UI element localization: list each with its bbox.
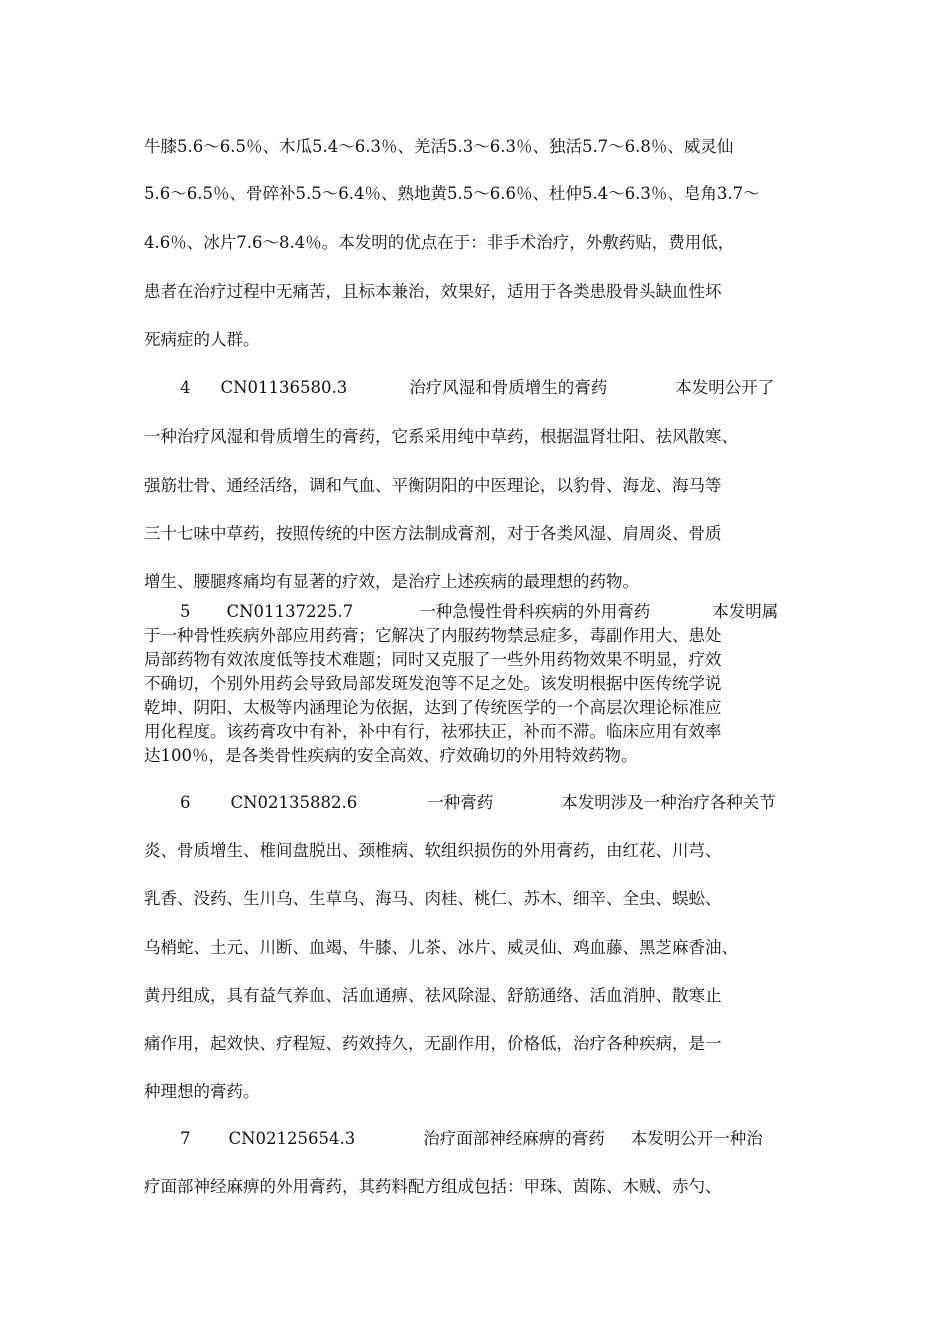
entry-4-line-3: 三十七味中草药，按照传统的中医方法制成膏剂，对于各类风湿、肩周炎、骨质 [144, 524, 722, 543]
entry-5-lead: 本发明属 [712, 602, 779, 621]
entry-7-patent: CN02125654.3 [228, 1129, 356, 1148]
entry-5-title: 一种急慢性骨科疾病的外用膏药 [419, 602, 651, 621]
entry-4-title: 治疗风湿和骨质增生的膏药 [409, 378, 608, 397]
entry-6-line-4: 黄丹组成，具有益气养血、活血通痹、祛风除湿、舒筋通络、活血消肿、散寒止 [144, 986, 722, 1005]
entry-4-line-4: 增生、腰腿疼痛均有显著的疗效，是治疗上述疾病的最理想的药物。 [144, 572, 639, 591]
intro-line-5: 死病症的人群。 [144, 330, 260, 349]
entry-5-line-4: 乾坤、阴阳、太极等内涵理论为依据，达到了传统医学的一个高层次理论标准应 [144, 698, 722, 717]
entry-4-patent: CN01136580.3 [220, 378, 348, 397]
entry-7-number: 7 [180, 1129, 191, 1148]
entry-7-line-1: 疗面部神经麻痹的外用膏药，其药料配方组成包括：甲珠、茵陈、木贼、赤勺、 [144, 1177, 722, 1196]
entry-5-patent: CN01137225.7 [226, 602, 354, 621]
entry-6-line-1: 炎、骨质增生、椎间盘脱出、颈椎病、软组织损伤的外用膏药，由红花、川芎、 [144, 841, 722, 860]
intro-line-2: 5.6～6.5％、骨碎补5.5～6.4％、熟地黄5.5～6.6％、杜仲5.4～6.3％、皂角3.7～ [144, 184, 760, 203]
entry-6-line-3: 乌梢蛇、土元、川断、血竭、牛膝、儿茶、冰片、威灵仙、鸡血藤、黑芝麻香油、 [144, 938, 738, 957]
entry-6-title: 一种膏药 [427, 793, 494, 812]
entry-7-title: 治疗面部神经麻痹的膏药 [423, 1129, 605, 1148]
entry-5-line-6: 达100％，是各类骨性疾病的安全高效、疗效确切的外用特效药物。 [144, 746, 638, 765]
entry-4-header [144, 377, 950, 399]
entry-4-lead: 本发明公开了 [675, 378, 775, 397]
entry-7-header [144, 1128, 950, 1150]
entry-6-line-6: 种理想的膏药。 [144, 1082, 260, 1101]
entry-5-line-3: 不确切，个别外用药会导致局部发斑发泡等不足之处。该发明根据中医传统学说 [144, 674, 722, 693]
intro-line-1: 牛膝5.6～6.5％、木瓜5.4～6.3％、羌活5.3～6.3％、独活5.7～6.8％、威灵仙 [144, 137, 734, 156]
intro-line-4: 患者在治疗过程中无痛苦，且标本兼治，效果好，适用于各类患股骨头缺血性坏 [144, 282, 722, 301]
entry-7-lead: 本发明公开一种治 [630, 1129, 763, 1148]
entry-5-line-1: 于一种骨性疾病外部应用药膏；它解决了内服药物禁忌症多，毒副作用大、患处 [144, 626, 722, 645]
entry-4-number: 4 [180, 378, 191, 397]
entry-6-patent: CN02135882.6 [230, 793, 358, 812]
entry-5-number: 5 [180, 602, 191, 621]
entry-6-header [144, 792, 950, 814]
entry-6-line-5: 痛作用，起效快、疗程短、药效持久，无副作用，价格低，治疗各种疾病，是一 [144, 1034, 722, 1053]
entry-5-line-2: 局部药物有效浓度低等技术难题；同时又克服了一些外用药物效果不明显，疗效 [144, 650, 722, 669]
entry-4-line-1: 一种治疗风湿和骨质增生的膏药，它系采用纯中草药，根据温肾壮阳、祛风散寒、 [144, 427, 738, 446]
intro-line-3: 4.6％、冰片7.6～8.4％。本发明的优点在于：非手术治疗，外敷药贴，费用低， [144, 233, 735, 252]
entry-6-line-2: 乳香、没药、生川乌、生草乌、海马、肉桂、桃仁、苏木、细辛、全虫、蜈蚣、 [144, 889, 722, 908]
entry-5-header [144, 601, 950, 623]
entry-6-lead: 本发明涉及一种治疗各种关节 [561, 793, 776, 812]
entry-5-line-5: 用化程度。该药膏攻中有补，补中有行，祛邪扶正，补而不滞。临床应用有效率 [144, 722, 722, 741]
entry-4-line-2: 强筋壮骨、通经活络，调和气血、平衡阴阳的中医理论，以豹骨、海龙、海马等 [144, 476, 722, 495]
entry-6-number: 6 [180, 793, 191, 812]
